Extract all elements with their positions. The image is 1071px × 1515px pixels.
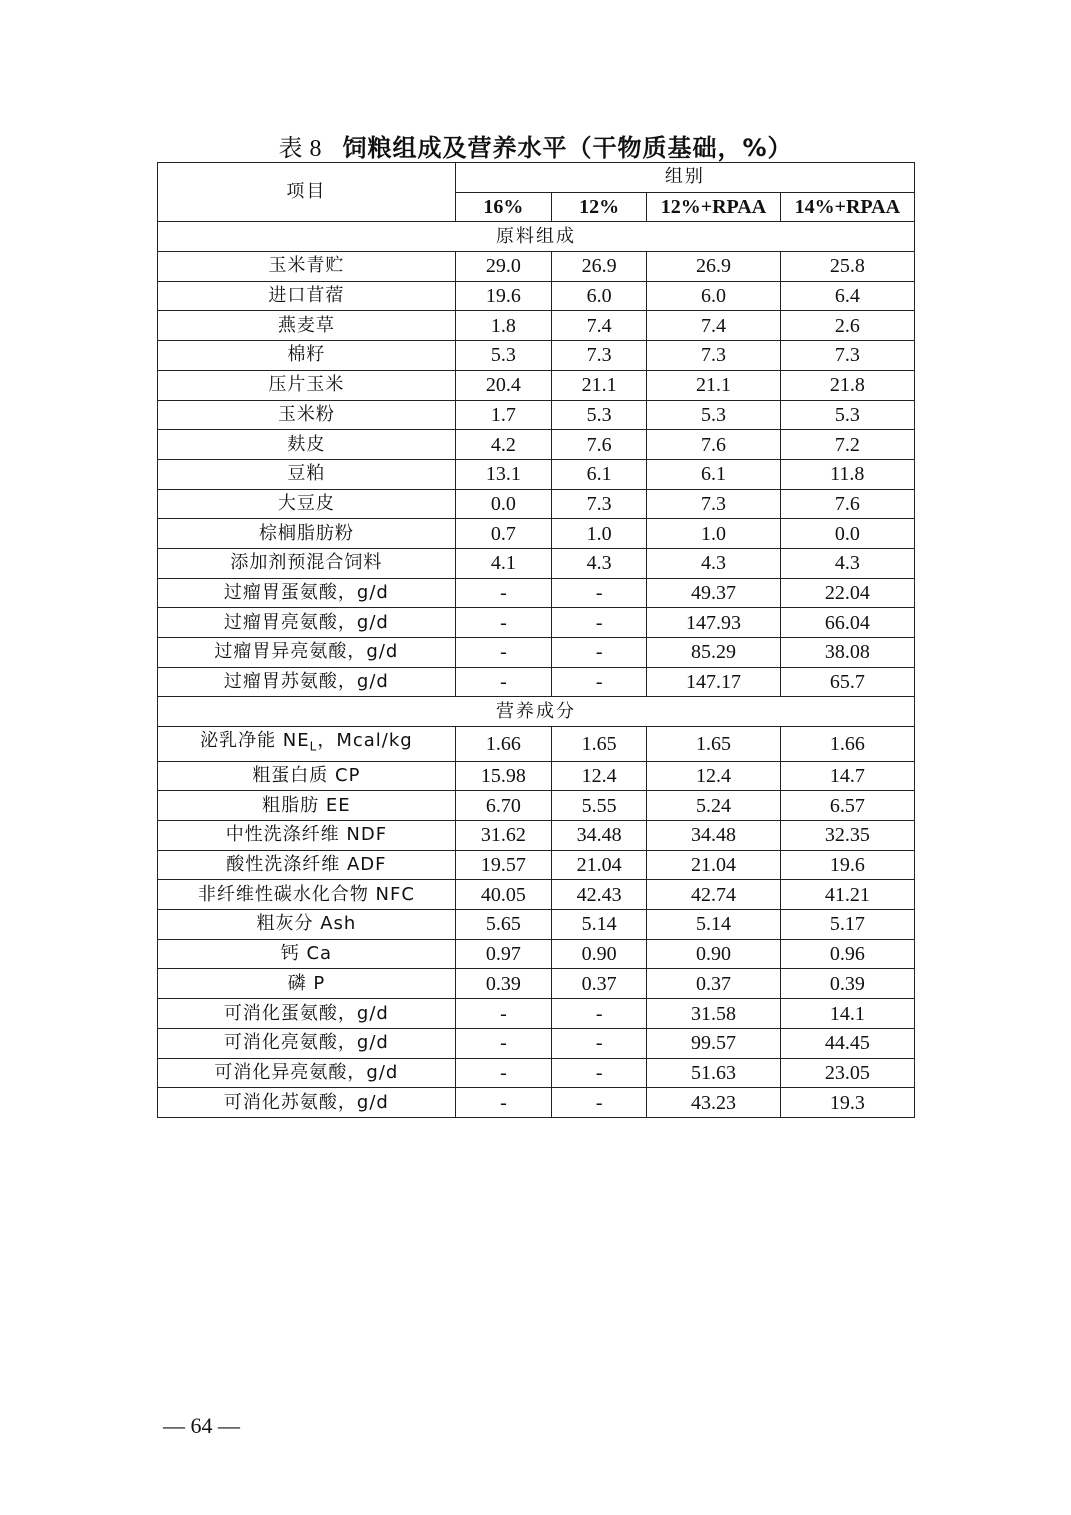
table-cell: 65.7 [780,667,914,697]
table-cell: 7.3 [647,489,780,519]
table-cell: 2.6 [780,311,914,341]
table-row [158,548,915,578]
column-header: 12% [552,192,647,222]
row-label: 中性洗涤纤维 NDF [158,821,456,851]
table-cell: 6.1 [647,459,780,489]
table-row [158,341,915,371]
table-cell: 7.2 [780,430,914,460]
table-cell: 0.37 [552,969,647,999]
section-row [158,697,915,727]
table-cell: - [552,578,647,608]
table-title-label: 表 [278,134,304,162]
table-cell: 19.6 [455,281,551,311]
table-cell: 7.3 [552,341,647,371]
table-cell: 0.37 [647,969,780,999]
table-cell: - [455,1088,551,1118]
table-cell: 0.0 [455,489,551,519]
table-cell: 0.97 [455,939,551,969]
row-label: 进口苜蓿 [158,281,456,311]
table-row [158,1058,915,1088]
table-cell: 34.48 [552,821,647,851]
row-label: 粗脂肪 EE [158,791,456,821]
table-cell: 14.7 [780,761,914,791]
table-cell: 7.4 [552,311,647,341]
table-cell: 13.1 [455,459,551,489]
table-cell: 29.0 [455,252,551,282]
table-cell: 26.9 [552,252,647,282]
table-cell: - [455,999,551,1029]
table-cell: 4.3 [647,548,780,578]
table-cell: 1.0 [647,519,780,549]
table-cell: 32.35 [780,821,914,851]
table-body [158,222,915,1118]
row-label: 豆粕 [158,459,456,489]
table-cell: 0.7 [455,519,551,549]
table-cell: 31.62 [455,821,551,851]
table-cell: 7.4 [647,311,780,341]
table-cell: 1.0 [552,519,647,549]
table-cell: 44.45 [780,1028,914,1058]
table-cell: 5.3 [647,400,780,430]
table-cell: - [552,1088,647,1118]
table-cell: 1.8 [455,311,551,341]
table-row [158,1028,915,1058]
table-row [158,489,915,519]
section-title: 营养成分 [158,697,915,727]
table-cell: 4.2 [455,430,551,460]
row-label: 添加剂预混合饲料 [158,548,456,578]
section-title: 原料组成 [158,222,915,252]
table-cell: - [455,1028,551,1058]
table-cell: 7.6 [647,430,780,460]
table-cell: - [455,608,551,638]
table-cell: 25.8 [780,252,914,282]
table-cell: 4.1 [455,548,551,578]
table-cell: 1.66 [455,727,551,762]
row-label-part: 泌乳净能 NE [200,730,310,752]
header-row-group [158,163,915,193]
table-cell: 19.57 [455,850,551,880]
table-cell: 7.6 [552,430,647,460]
table-cell: 31.58 [647,999,780,1029]
row-label: 过瘤胃亮氨酸，g/d [158,608,456,638]
row-label: 玉米粉 [158,400,456,430]
table-cell: 42.74 [647,880,780,910]
table-cell: 38.08 [780,638,914,668]
table-cell: 0.90 [647,939,780,969]
table-cell: 11.8 [780,459,914,489]
table-cell: 7.6 [780,489,914,519]
section-row [158,222,915,252]
table-cell: 6.1 [552,459,647,489]
table-cell: 5.17 [780,910,914,940]
table-cell: 41.21 [780,880,914,910]
column-header: 16% [455,192,551,222]
row-label: 大豆皮 [158,489,456,519]
row-label: 可消化亮氨酸，g/d [158,1028,456,1058]
row-label: 可消化异亮氨酸，g/d [158,1058,456,1088]
table-cell: 23.05 [780,1058,914,1088]
table-cell: 5.3 [780,400,914,430]
table-cell: 0.96 [780,939,914,969]
table-cell: 0.39 [780,969,914,999]
table-cell: 6.4 [780,281,914,311]
table-cell: 40.05 [455,880,551,910]
table-cell: 22.04 [780,578,914,608]
table-cell: 66.04 [780,608,914,638]
row-label: 棉籽 [158,341,456,371]
row-label: 棕榈脂肪粉 [158,519,456,549]
table-cell: 15.98 [455,761,551,791]
table-cell: 5.24 [647,791,780,821]
table-cell: 5.65 [455,910,551,940]
table-cell: 0.0 [780,519,914,549]
row-label: 麸皮 [158,430,456,460]
table-cell: 19.3 [780,1088,914,1118]
table-cell: - [455,578,551,608]
table-cell: 6.0 [647,281,780,311]
row-label: 压片玉米 [158,370,456,400]
table-cell: 85.29 [647,638,780,668]
table-cell: - [552,638,647,668]
table-row [158,910,915,940]
header-item: 项目 [158,163,456,222]
table-cell: 1.65 [552,727,647,762]
table-row [158,969,915,999]
table-cell: 21.04 [647,850,780,880]
table-cell: 5.14 [552,910,647,940]
table-cell: 19.6 [780,850,914,880]
table-row [158,578,915,608]
table-cell: - [455,667,551,697]
row-label: 酸性洗涤纤维 ADF [158,850,456,880]
page-number: — 64 — [163,1413,240,1438]
table-cell: 12.4 [647,761,780,791]
table-row [158,638,915,668]
table-cell: 26.9 [647,252,780,282]
row-label-subscript: L [309,739,318,754]
column-header: 14%+RPAA [780,192,914,222]
table-row [158,1088,915,1118]
table-cell: - [552,999,647,1029]
row-label: 可消化苏氨酸，g/d [158,1088,456,1118]
table-row [158,791,915,821]
table-row [158,821,915,851]
table-cell: 7.3 [552,489,647,519]
row-label: 磷 P [158,969,456,999]
table-row [158,370,915,400]
table-cell: 7.3 [647,341,780,371]
table-title-number: 8 [309,136,323,162]
table-cell: 1.7 [455,400,551,430]
table-cell: 21.8 [780,370,914,400]
table-cell: 21.1 [552,370,647,400]
table-cell: 0.90 [552,939,647,969]
table-cell: 51.63 [647,1058,780,1088]
row-label: 过瘤胃异亮氨酸，g/d [158,638,456,668]
column-header: 12%+RPAA [647,192,780,222]
table-title [0,128,1071,163]
table-cell: 0.39 [455,969,551,999]
table-cell: 4.3 [780,548,914,578]
table-cell: 12.4 [552,761,647,791]
table-cell: 21.1 [647,370,780,400]
header-group: 组别 [455,163,914,193]
table-cell: 14.1 [780,999,914,1029]
table-cell: 6.0 [552,281,647,311]
table-cell: 6.70 [455,791,551,821]
table-cell: 34.48 [647,821,780,851]
table-row [158,430,915,460]
row-label: 燕麦草 [158,311,456,341]
table-row [158,999,915,1029]
table-cell: 43.23 [647,1088,780,1118]
table-cell: 5.3 [455,341,551,371]
table-cell: 7.3 [780,341,914,371]
table-row [158,519,915,549]
table-cell: 4.3 [552,548,647,578]
table-row [158,667,915,697]
table-cell: 147.93 [647,608,780,638]
table-cell: 1.65 [647,727,780,762]
row-label: 可消化蛋氨酸，g/d [158,999,456,1029]
row-label-part: ，Mcal/kg [317,730,413,752]
feed-composition-table [157,162,915,1118]
table-cell: 99.57 [647,1028,780,1058]
row-label: 钙 Ca [158,939,456,969]
table-row [158,281,915,311]
table-row [158,311,915,341]
row-label [158,727,456,762]
table-row [158,761,915,791]
table-row [158,400,915,430]
table-cell: 42.43 [552,880,647,910]
row-label: 过瘤胃苏氨酸，g/d [158,667,456,697]
table-cell: 147.17 [647,667,780,697]
table-cell: - [552,1058,647,1088]
row-label: 粗蛋白质 CP [158,761,456,791]
table-cell: - [455,638,551,668]
row-label: 玉米青贮 [158,252,456,282]
table-cell: - [552,1028,647,1058]
table-cell: - [455,1058,551,1088]
row-label: 粗灰分 Ash [158,910,456,940]
table-cell: 5.3 [552,400,647,430]
table-cell: 20.4 [455,370,551,400]
table-cell: - [552,608,647,638]
table-title-text: 饲粮组成及营养水平（干物质基础，%） [342,134,793,162]
row-label: 非纤维性碳水化合物 NFC [158,880,456,910]
table-cell: 5.55 [552,791,647,821]
table-row [158,939,915,969]
table-row [158,850,915,880]
table-row [158,608,915,638]
table-cell: 49.37 [647,578,780,608]
table-cell: 21.04 [552,850,647,880]
table-cell: 1.66 [780,727,914,762]
table-cell: 6.57 [780,791,914,821]
table-row [158,459,915,489]
table-cell: - [552,667,647,697]
table-cell: 5.14 [647,910,780,940]
table-row [158,880,915,910]
row-label: 过瘤胃蛋氨酸，g/d [158,578,456,608]
table-row [158,727,915,762]
table-row [158,252,915,282]
